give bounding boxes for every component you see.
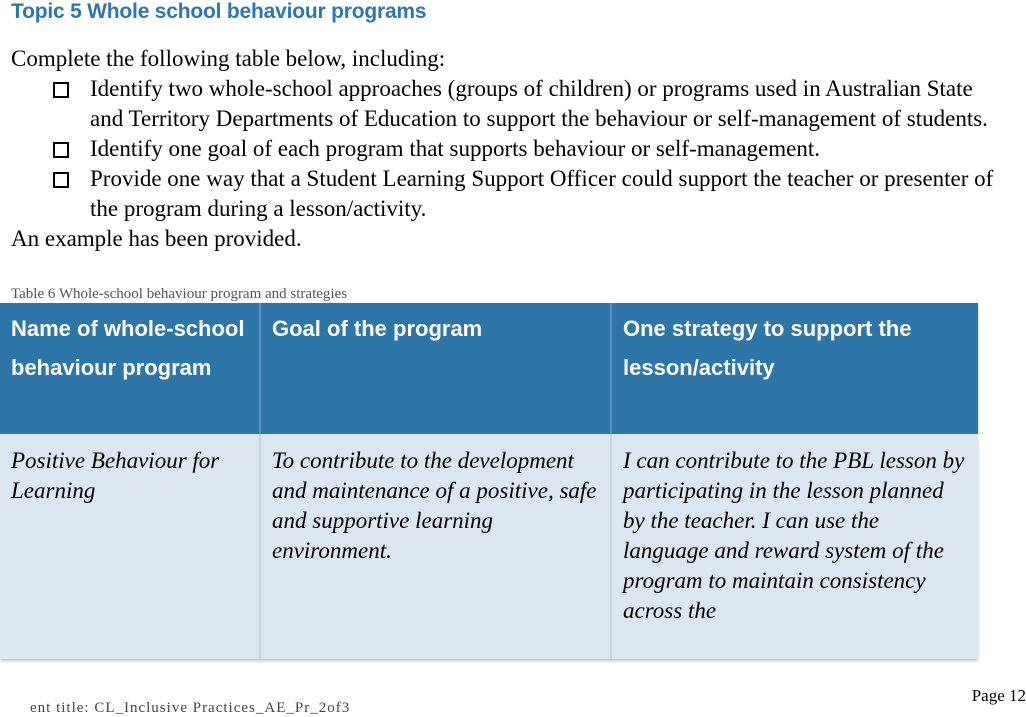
checklist-item-text: Provide one way that a Student Learning Support Officer could support the teacher or presenter of the program during a lesson/activity. xyxy=(90,166,994,221)
checklist-item xyxy=(11,134,1011,164)
checklist-item xyxy=(11,74,1011,134)
checkbox-icon xyxy=(53,82,69,98)
footer-document-title: ent title: CL_Inclusive Practices_AE_Pr_2of3 xyxy=(30,700,351,716)
page-number: Page 12 xyxy=(971,686,1026,705)
checklist-item xyxy=(11,164,1011,224)
header-goal: Goal of the program xyxy=(260,303,611,434)
header-program-name: Name of whole-school behaviour program xyxy=(0,303,260,434)
instructions xyxy=(11,44,1011,254)
cell-strategy: I can contribute to the PBL lesson by participating in the lesson planned by the teacher. I can use the language and reward system of the program to maintain consistency across the xyxy=(611,434,978,659)
example-note: An example has been provided. xyxy=(11,226,302,251)
cell-goal: To contribute to the development and maintenance of a positive, safe and supportive learning environment. xyxy=(260,434,611,659)
program-table xyxy=(0,303,978,659)
checkbox-icon xyxy=(53,172,69,188)
topic-heading: Topic 5 Whole school behaviour programs xyxy=(11,0,427,23)
header-strategy: One strategy to support the lesson/activity xyxy=(611,303,978,434)
checklist-item-text: Identify one goal of each program that supports behaviour or self-management. xyxy=(90,136,821,161)
program-table-wrapper xyxy=(0,303,978,659)
cell-program-name: Positive Behaviour for Learning xyxy=(0,434,260,659)
table-row xyxy=(0,434,978,659)
table-caption: Table 6 Whole-school behaviour program and strategies xyxy=(11,286,348,302)
checklist-item-text: Identify two whole-school approaches (groups of children) or programs used in Australian State and Territory Departments of Education to support the behaviour or self-management of students. xyxy=(90,76,988,131)
checklist xyxy=(11,74,1011,224)
table-header-row xyxy=(0,303,978,434)
checkbox-icon xyxy=(53,142,69,158)
intro-text: Complete the following table below, including: xyxy=(11,46,446,71)
